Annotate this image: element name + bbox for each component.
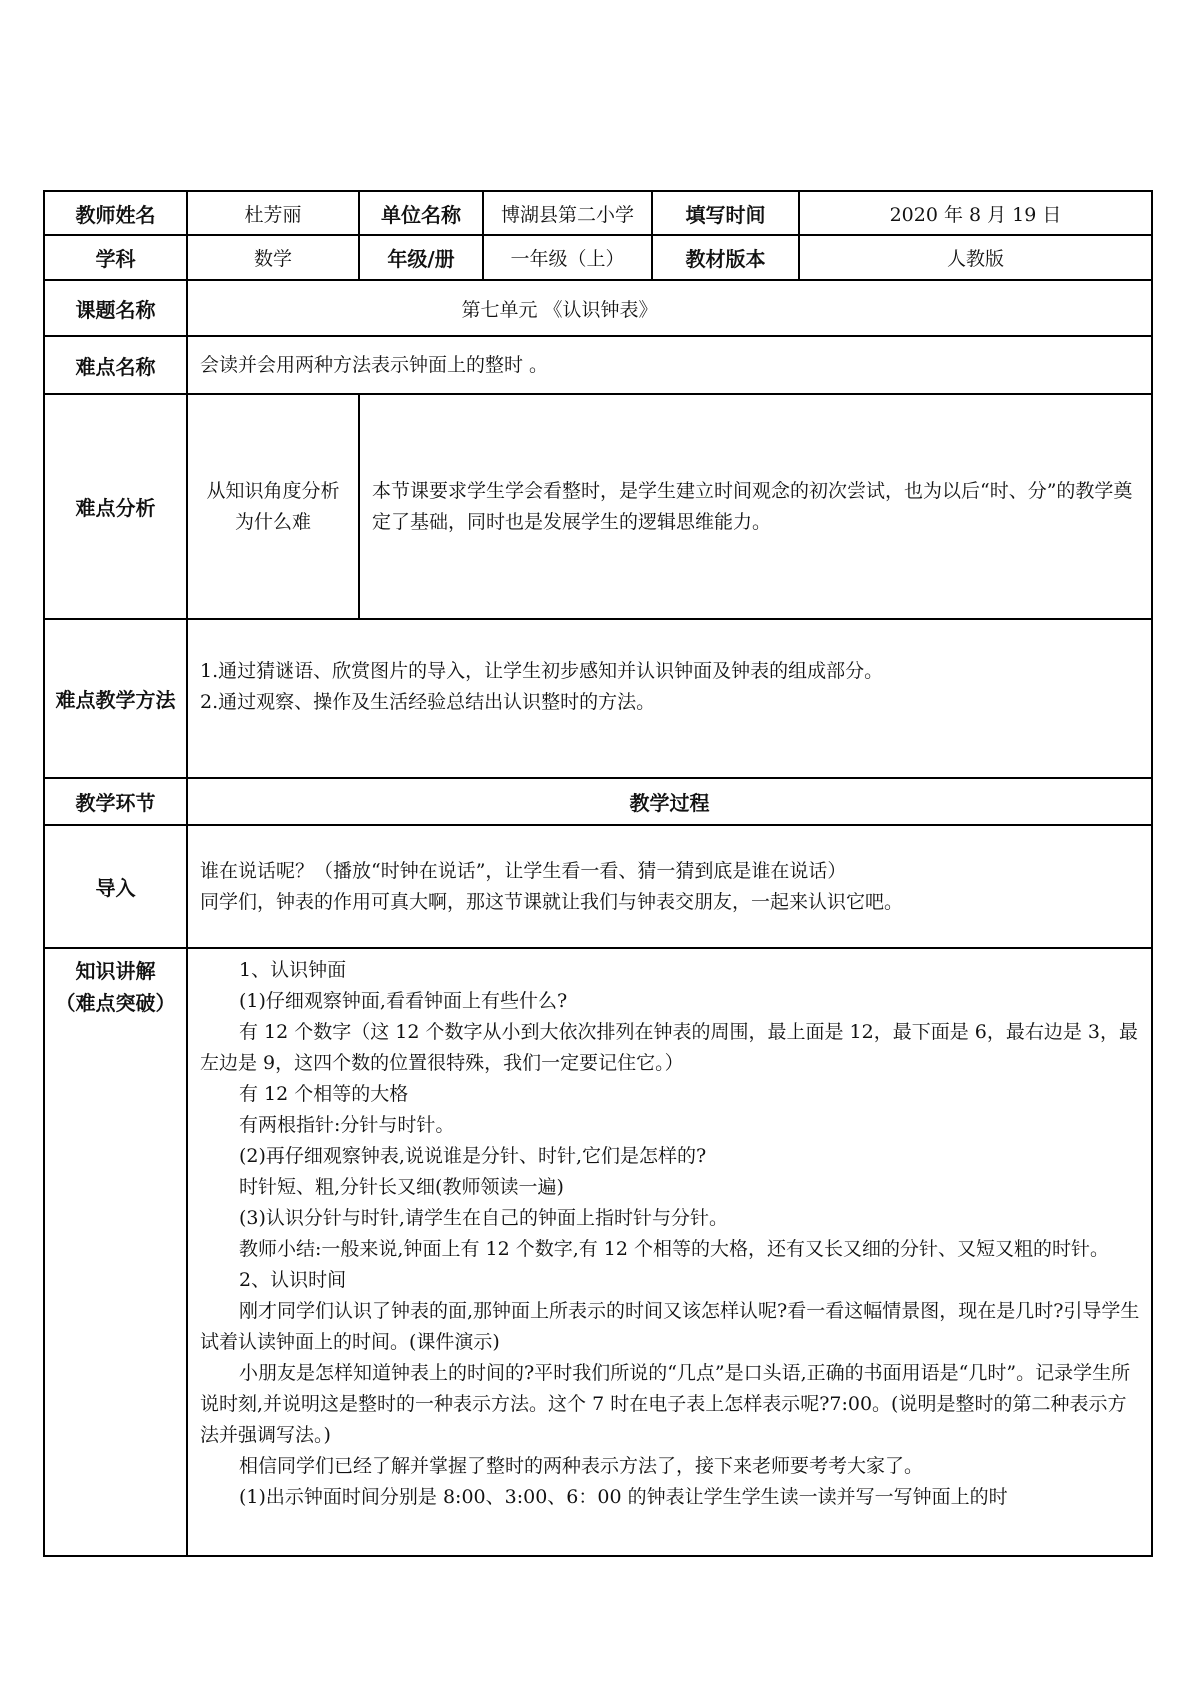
method-content <box>187 619 1152 778</box>
header-row-2 <box>44 235 1152 280</box>
lesson-plan-document <box>43 190 1151 1557</box>
knowledge-paragraph: 小朋友是怎样知道钟表上的时间的?平时我们所说的“几点”是口头语,正确的书面用语是“几时”。记录学生所说时刻,并说明这是整时的一种表示方法。这个 7 时在电子表上怎样表示呢?7:00。(说明是整时的第二种表示方法并强调写法。) <box>200 1362 1131 1446</box>
edition-value: 人教版 <box>799 235 1152 280</box>
intro-row <box>44 825 1152 948</box>
method-line: 2.通过观察、操作及生活经验总结出认识整时的方法。 <box>200 691 656 713</box>
knowledge-paragraph: (2)再仔细观察钟表,说说谁是分针、时针,它们是怎样的? <box>239 1145 707 1167</box>
knowledge-paragraph: 有两根指针:分针与时针。 <box>239 1114 455 1136</box>
knowledge-paragraph: 有 12 个相等的大格 <box>239 1083 409 1105</box>
subject-label: 学科 <box>44 235 187 280</box>
method-label: 难点教学方法 <box>44 619 187 778</box>
knowledge-paragraph: 有 12 个数字（这 12 个数字从小到大依次排列在钟表的周围，最上面是 12，最下面是 6，最右边是 3，最左边是 9，这四个数的位置很特殊，我们一定要记住它。） <box>200 1021 1138 1074</box>
grade-label: 年级/册 <box>359 235 483 280</box>
process-header-row <box>44 778 1152 825</box>
knowledge-label-line: （难点突破） <box>55 991 176 1015</box>
analysis-label: 难点分析 <box>44 394 187 619</box>
method-line: 1.通过猜谜语、欣赏图片的导入，让学生初步感知并认识钟面及钟表的组成部分。 <box>200 660 884 682</box>
analysis-sub-label: 从知识角度分析为什么难 <box>187 394 359 619</box>
difficulty-value: 会读并会用两种方法表示钟面上的整时 。 <box>187 336 1152 394</box>
difficulty-row <box>44 336 1152 394</box>
teacher-name-label: 教师姓名 <box>44 191 187 235</box>
knowledge-paragraph: (1)出示钟面时间分别是 8:00、3:00、6：00 的钟表让学生学生读一读并写一写钟面上的时 <box>239 1486 1008 1508</box>
knowledge-paragraph: 2、认识时间 <box>239 1269 347 1291</box>
knowledge-paragraph: 时针短、粗,分针长又细(教师领读一遍) <box>239 1176 564 1198</box>
segment-header: 教学环节 <box>44 778 187 825</box>
edition-label: 教材版本 <box>652 235 799 280</box>
knowledge-paragraph: 1、认识钟面 <box>239 959 347 981</box>
knowledge-paragraph: (3)认识分针与时针,请学生在自己的钟面上指时针与分针。 <box>239 1207 728 1229</box>
analysis-row <box>44 394 1152 619</box>
method-row <box>44 619 1152 778</box>
knowledge-row <box>44 948 1152 1556</box>
lesson-plan-table <box>43 190 1153 1557</box>
topic-value: 第七单元 《认识钟表》 <box>187 280 1152 336</box>
unit-name-label: 单位名称 <box>359 191 483 235</box>
topic-row <box>44 280 1152 336</box>
grade-value: 一年级（上） <box>483 235 652 280</box>
intro-label: 导入 <box>44 825 187 948</box>
knowledge-paragraph: 刚才同学们认识了钟表的面,那钟面上所表示的时间又该怎样认呢?看一看这幅情景图，现在是几时?引导学生试着认读钟面上的时间。(课件演示) <box>200 1300 1140 1353</box>
knowledge-paragraph: 教师小结:一般来说,钟面上有 12 个数字,有 12 个相等的大格，还有又长又细的分针、又短又粗的时针。 <box>239 1238 1109 1260</box>
fill-date-value: 2020 年 8 月 19 日 <box>799 191 1152 235</box>
topic-label: 课题名称 <box>44 280 187 336</box>
intro-line: 谁在说话呢？（播放“时钟在说话”，让学生看一看、猜一猜到底是谁在说话） <box>200 859 847 882</box>
process-header: 教学过程 <box>187 778 1152 825</box>
knowledge-content <box>187 948 1152 1556</box>
knowledge-paragraph: 相信同学们已经了解并掌握了整时的两种表示方法了，接下来老师要考考大家了。 <box>239 1455 924 1477</box>
fill-date-label: 填写时间 <box>652 191 799 235</box>
intro-line: 同学们，钟表的作用可真大啊，那这节课就让我们与钟表交朋友，一起来认识它吧。 <box>200 890 904 913</box>
difficulty-label: 难点名称 <box>44 336 187 394</box>
teacher-name-value: 杜芳丽 <box>187 191 359 235</box>
header-row-1 <box>44 191 1152 235</box>
knowledge-label <box>44 948 187 1556</box>
unit-name-value: 博湖县第二小学 <box>483 191 652 235</box>
analysis-text: 本节课要求学生学会看整时，是学生建立时间观念的初次尝试，也为以后“时、分”的教学奠定了基础，同时也是发展学生的逻辑思维能力。 <box>359 394 1152 619</box>
knowledge-label-line: 知识讲解 <box>75 959 156 983</box>
intro-content <box>187 825 1152 948</box>
subject-value: 数学 <box>187 235 359 280</box>
knowledge-paragraph: (1)仔细观察钟面,看看钟面上有些什么? <box>239 990 568 1012</box>
